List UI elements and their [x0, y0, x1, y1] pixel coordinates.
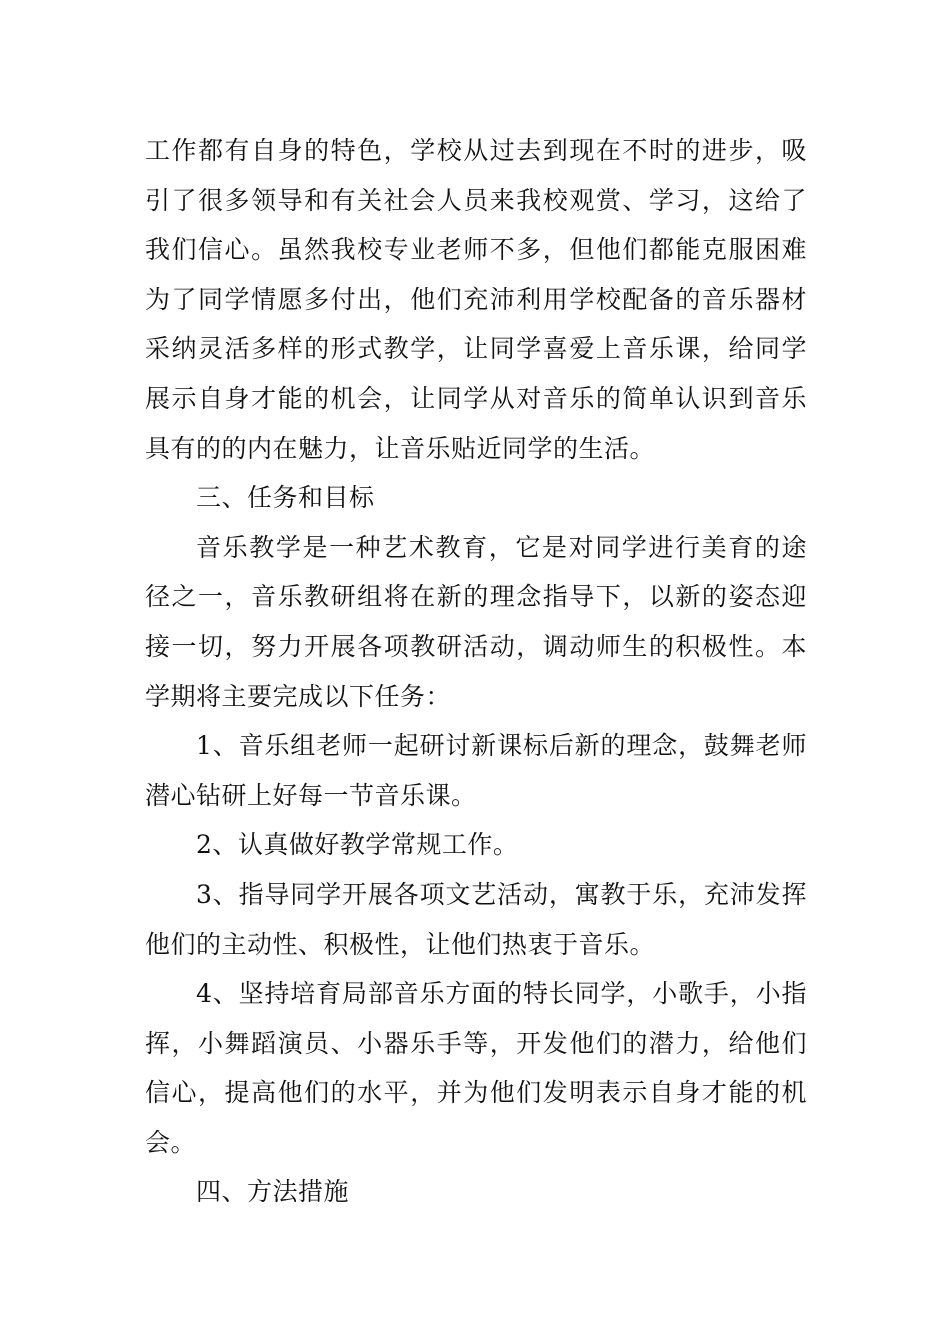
section-heading-methods: 四、方法措施 — [196, 1177, 350, 1207]
paragraph-music-education: 音乐教学是一种艺术教育，它是对同学进行美育的途径之一，音乐教研组将在新的理念指导下，以新的姿态迎接一切，努力开展各项教研活动，调动师生的积极性。本学期将主要完成以下任务： — [145, 532, 807, 711]
list-item-task-2: 2、认真做好教学常规工作。 — [196, 830, 519, 860]
list-item-task-1: 1、音乐组老师一起研讨新课标后新的理念，鼓舞老师潜心钻研上好每一节音乐课。 — [145, 731, 807, 810]
document-body — [145, 126, 807, 1217]
section-heading-tasks-goals: 三、任务和目标 — [196, 483, 375, 513]
list-item-task-3: 3、指导同学开展各项文艺活动，寓教于乐，充沛发挥他们的主动性、积极性，让他们热衷于音乐。 — [145, 879, 807, 959]
paragraph-school-features: 工作都有自身的特色，学校从过去到现在不时的进步，吸引了很多领导和有关社会人员来我校观赏、学习，这给了我们信心。虽然我校专业老师不多，但他们都能克服困难为了同学情愿多付出，他们充沛利用学校配备的音乐器材采纳灵活多样的形式教学，让同学喜爱上音乐课，给同学展示自身才能的机会，让同学从对音乐的简单认识到音乐具有的的内在魅力，让音乐贴近同学的生活。 — [145, 136, 807, 463]
list-item-task-4: 4、坚持培育局部音乐方面的特长同学，小歌手，小指挥，小舞蹈演员、小器乐手等，开发他们的潜力，给他们信心，提高他们的水平，并为他们发明表示自身才能的机会。 — [145, 979, 807, 1157]
